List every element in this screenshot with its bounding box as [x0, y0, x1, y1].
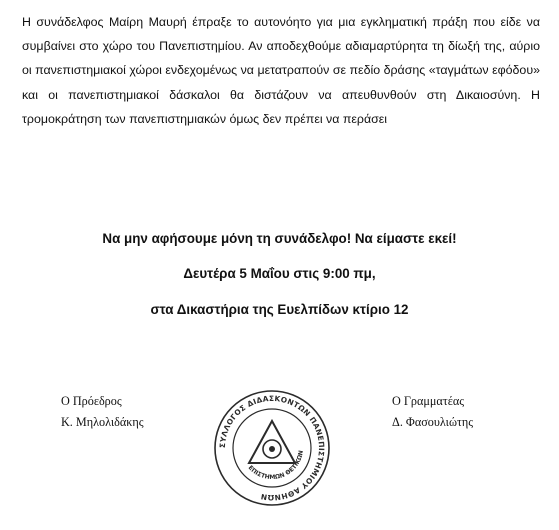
- president-name: Κ. Μηλολιδάκης: [61, 415, 144, 429]
- president-title: Ο Πρόεδρος: [61, 394, 122, 408]
- seal-graphic: [212, 388, 332, 508]
- event-location: στα Δικαστήρια της Ευελπίδων κτίριο 12: [150, 302, 409, 317]
- body-paragraph: Η συνάδελφος Μαίρη Μαυρή έπραξε το αυτονόητο για μια εγκληματική πράξη που είδε να συμβαίνει στο χώρο του Πανεπιστημίου. Αν αποδεχθούμε αδιαμαρτύρητα τη δίωξή της, αύριο οι πανεπιστημιακοί χώροι ενδεχομένως να μετατραπούν σε πεδίο δράσης «ταγμάτων εφόδου» και οι πανεπιστημιακοί δάσκαλοι θα διστάζουν να απευθυνθούν στη Δικαιοσύνη. Η τρομοκράτηση των πανεπιστημιακών όμως δεν πρέπει να περάσει: [22, 15, 540, 126]
- seal-outer-text: ΣΥΛΛΟΓΟΣ ΔΙΔΑΣΚΟΝΤΩΝ ΠΑΝΕΠΙΣΤΗΜΙΟΥ ΑΘΗΝΩΝ: [217, 393, 327, 503]
- secretary-title: Ο Γραμματέας: [392, 394, 465, 408]
- association-seal: [212, 388, 332, 508]
- call-to-action: Να μην αφήσουμε μόνη τη συνάδελφο! Να είμαστε εκεί!: [102, 231, 457, 246]
- secretary-name: Δ. Φασουλιώτης: [392, 415, 474, 429]
- event-date: Δευτέρα 5 Μαΐου στις 9:00 πμ,: [183, 266, 376, 281]
- seal-inner-text: ΕΠΙΣΤΗΜΩΝ ΘΕΤΙΚΩΝ: [246, 449, 305, 482]
- seal-triangle-icon: [249, 421, 295, 463]
- seal-eye-pupil: [269, 446, 275, 452]
